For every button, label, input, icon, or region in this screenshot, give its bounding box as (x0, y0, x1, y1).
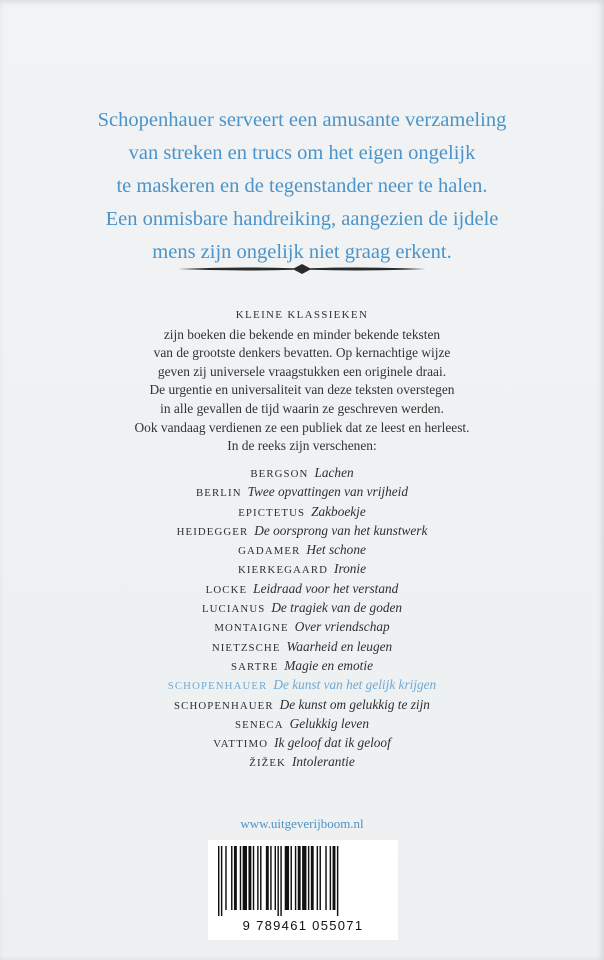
ornament-divider (176, 262, 428, 276)
series-item-current (90, 675, 514, 694)
blurb-text (40, 104, 564, 269)
series-author: SENECA (235, 718, 284, 731)
series-item (90, 695, 514, 714)
barcode-bar (330, 846, 331, 910)
intro-line: Ook vandaag verdienen ze een publiek dat ze leest en herleest. (134, 419, 470, 435)
series-item (90, 752, 514, 771)
series-author: VATTIMO (213, 738, 269, 751)
series-author: LOCKE (205, 583, 248, 596)
barcode-bar (275, 846, 276, 910)
barcode-bar (240, 846, 241, 910)
series-item (90, 521, 514, 540)
series-author: MONTAIGNE (214, 622, 289, 635)
series-title: Intolerantie (291, 754, 355, 770)
series-title: Gelukkig leven (289, 715, 369, 731)
series-item (90, 733, 514, 752)
barcode-bar (295, 846, 296, 910)
isbn-digits: 9 789461 055071 (242, 918, 364, 933)
series-item (90, 617, 514, 636)
series-title: Magie en emotie (284, 657, 373, 673)
barcode-bar (225, 846, 226, 910)
barcode-bar (243, 846, 247, 910)
series-title: De kunst van het gelijk krijgen (273, 677, 437, 693)
barcode-bars (216, 846, 390, 916)
series-title: Ironie (334, 561, 367, 577)
series-title: Lachen (314, 465, 354, 480)
series-item (90, 463, 514, 482)
series-author: SCHOPENHAUER (167, 680, 268, 693)
series-title: Twee opvattingen van vrijheid (247, 484, 408, 500)
barcode-bar (270, 846, 271, 910)
barcode-bar (253, 846, 254, 910)
blurb-line: mens zijn ongelijk niet graag erkent. (152, 241, 452, 263)
series-heading: KLEINE KLASSIEKEN (235, 309, 369, 321)
series-author: BERGSON (250, 468, 309, 480)
barcode-bar (266, 846, 269, 910)
intro-line: In de reeks zijn verschenen: (227, 438, 377, 454)
series-title: Ik geloof dat ik geloof (274, 735, 391, 751)
series-title: De tragiek van de goden (271, 600, 403, 616)
series-author: EPICTETUS (238, 506, 306, 519)
series-intro (110, 306, 494, 456)
barcode-bar (234, 846, 237, 910)
series-item (90, 559, 514, 578)
barcode-bar (285, 846, 289, 910)
barcode-bar (311, 846, 314, 910)
blurb-line: Een onmisbare handreiking, aangezien de ijdele (105, 208, 499, 230)
series-title: De kunst om gelukkig te zijn (279, 696, 430, 712)
series-author: BERLIN (196, 487, 242, 500)
barcode-bar (320, 846, 321, 910)
series-author: SCHOPENHAUER (174, 699, 274, 712)
series-title: Over vriendschap (294, 619, 390, 635)
intro-line: van de grootste denkers bevatten. Op kernachtige wijze (153, 345, 451, 361)
barcode-bar (337, 846, 338, 916)
barcode-bar (291, 846, 292, 910)
barcode-bar (325, 846, 326, 910)
barcode-bar (302, 846, 306, 910)
series-item (90, 502, 514, 521)
barcode-bar (280, 846, 281, 916)
barcode-bar (257, 846, 258, 910)
barcode-bar (298, 846, 301, 910)
barcode-bar (277, 846, 278, 916)
series-author: KIERKEGAARD (237, 564, 329, 577)
series-author: GADAMER (238, 545, 301, 558)
barcode-bar (221, 846, 222, 916)
publisher-url[interactable]: www.uitgeverijboom.nl (240, 816, 364, 831)
barcode-bar (218, 846, 219, 916)
series-title: De oorsprong van het kunstwerk (254, 522, 428, 538)
series-author: ŽIŽEK (249, 757, 286, 770)
series-author: HEIDEGGER (176, 525, 249, 538)
series-author: NIETZSCHE (211, 641, 281, 654)
barcode-bar (317, 846, 318, 910)
series-item (90, 598, 514, 617)
series-item (90, 482, 514, 501)
isbn-barcode (208, 840, 398, 940)
barcode-bar (231, 846, 232, 910)
series-author: SARTRE (231, 660, 279, 673)
barcode-bar (248, 846, 251, 910)
intro-line: in alle gevallen de tijd waarin ze geschreven werden. (160, 400, 444, 416)
series-list (90, 463, 514, 772)
blurb-line: Schopenhauer serveert een amusante verzameling (97, 109, 507, 131)
series-title: Leidraad voor het verstand (253, 580, 399, 596)
blurb-line: te maskeren en de tegenstander neer te halen. (116, 175, 488, 197)
blurb-line: van streken en trucs om het eigen ongelijk (128, 142, 476, 164)
series-title: Het schone (306, 542, 366, 558)
series-title: Zakboekje (311, 503, 366, 519)
barcode-bar (333, 846, 336, 910)
intro-line: geven zij universele vraagstukken een originele draai. (157, 363, 447, 379)
series-author: LUCIANUS (201, 603, 266, 616)
series-title: Waarheid en leugen (286, 638, 393, 654)
intro-line: De urgentie en universaliteit van deze teksten overstegen (149, 382, 455, 398)
barcode-bar (308, 846, 309, 910)
series-item (90, 656, 514, 675)
series-item (90, 714, 514, 733)
series-item (90, 540, 514, 559)
barcode-bar (260, 846, 261, 910)
intro-line: zijn boeken die bekende en minder bekende teksten (163, 326, 441, 342)
series-item (90, 579, 514, 598)
series-item (90, 637, 514, 656)
